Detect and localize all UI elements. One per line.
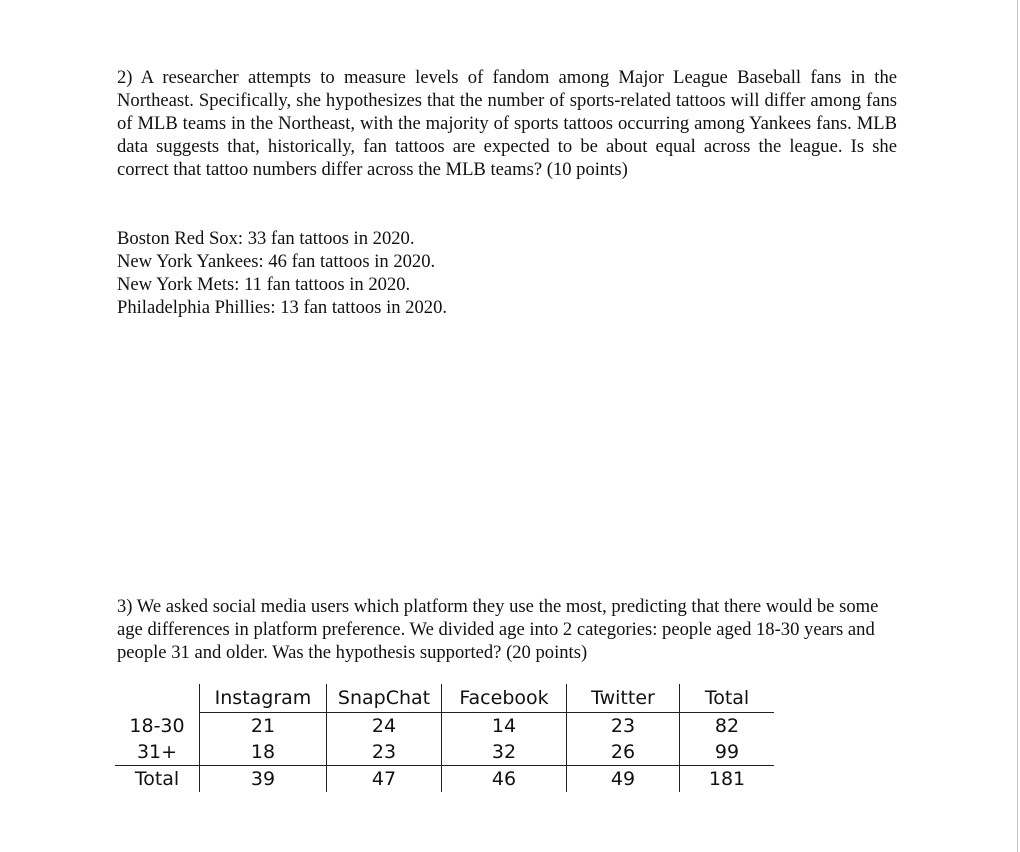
table-row [115,739,774,766]
platform-age-table [115,684,774,792]
team-tattoo-list [117,227,447,319]
team-line: New York Mets: 11 fan tattoos in 2020. [117,274,411,295]
table-cell: 23 [567,713,680,740]
question-3-text: 3) We asked social media users which platform they use the most, predicting that there would be some age differences in platform preference. We divided age into 2 categories: people aged 18-30 years and people 31 and older. Was the hypothesis supported? (20 points) [117,596,879,663]
table-cell: 82 [714,715,740,737]
table-cell: 23 [327,739,442,766]
row-label: Total [115,766,200,793]
table-cell: 26 [567,739,680,766]
table-cell: 32 [442,739,567,766]
table-cell: 181 [680,766,775,793]
table-row [115,713,774,740]
table-header-row [115,684,774,713]
row-label: 18-30 [115,713,200,740]
table-cell: 99 [714,741,740,763]
table-cell: 24 [327,713,442,740]
table-cell: 47 [327,766,442,793]
header-instagram: Instagram [200,684,327,713]
header-facebook: Facebook [442,684,567,713]
question-2-text: 2) A researcher attempts to measure levels of fandom among Major League Baseball fans in the Northeast. Specifically, she hypothesizes that the number of sports-related tattoos will differ among fans of MLB teams in the Northeast, with the majority of sports tattoos occurring among Yankees fans. MLB data suggests that, historically, fan tattoos are expected to be about equal across the league. Is she correct that tattoo numbers differ across the MLB teams? (10 points) [117,67,897,180]
header-snapchat: SnapChat [327,684,442,713]
team-line: New York Yankees: 46 fan tattoos in 2020. [117,251,436,272]
header-total: Total [680,684,775,713]
team-line: Boston Red Sox: 33 fan tattoos in 2020. [117,228,415,249]
page-edge [1017,0,1018,852]
table-cell: 18 [200,739,327,766]
table-cell: 14 [442,713,567,740]
table-cell: 39 [200,766,327,793]
team-line: Philadelphia Phillies: 13 fan tattoos in 2020. [117,297,448,318]
table-cell: 46 [442,766,567,793]
table-corner-cell [115,684,200,713]
row-label: 31+ [115,739,200,766]
table-cell: 49 [567,766,680,793]
table-total-row [115,766,774,793]
header-twitter: Twitter [567,684,680,713]
table-cell: 21 [200,713,327,740]
